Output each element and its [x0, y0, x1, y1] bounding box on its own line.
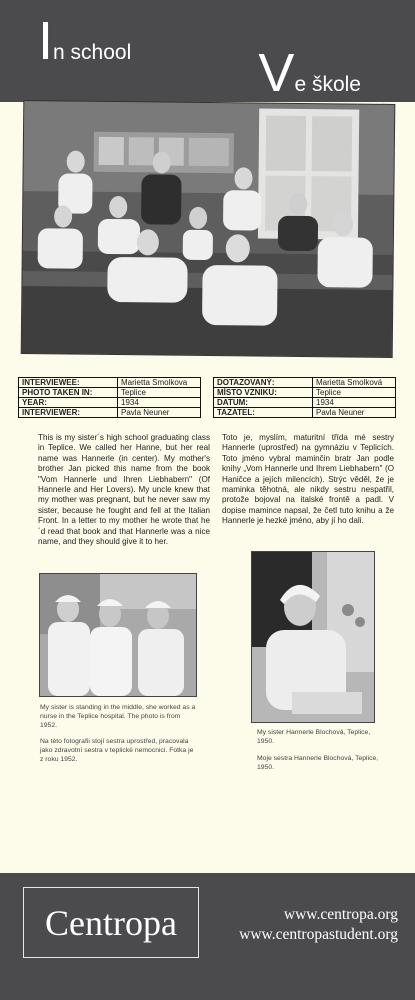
info-table-czech — [213, 377, 396, 418]
class-photo-image — [22, 101, 395, 357]
caption-nurses-czech: Na této fotografii stojí sestra uprostřed, pracovala jako zdravotní sestra v teplické nemocnici. Fotka je z roku 1952. — [40, 738, 194, 763]
info-table-english — [18, 377, 201, 418]
logo-text: Centropa — [45, 903, 177, 943]
caption-nurses-english: My sister is standing in the middle, she worked as a nurse in the Teplice hospital. The photo is from 1952. — [40, 704, 196, 729]
table-row: INTERVIEWEE: Marietta Smolkova — [19, 378, 201, 388]
nurses-photo-image — [40, 574, 196, 696]
table-row: PHOTO TAKEN IN: Teplice — [19, 388, 201, 398]
table-row: YEAR: 1934 — [19, 398, 201, 408]
table-row: DATUM: 1934 — [214, 398, 396, 408]
story-text-czech: Toto je, myslím, maturitní třída mé sestry Hannerle (uprostřed) na gymnáziu v Teplicích. Toto jméno vybral maminčin bratr Jan podle knihy „Vom Hannerle und Ihrem Liebhabern" (O Haničce a jejích milencích). Strýc věděl, že je maminka těhotná, ale nikdy sestru nespatřil, protože bojoval na italské frontě a padl. V dopise mamince napsal, že četl tuto knihu a že Hannerle je hezké jméno, aby jí ho dali. — [222, 433, 394, 526]
title-czech: Ve škole — [258, 43, 361, 103]
class-photo — [22, 101, 395, 357]
table-row: TAZATEL: Pavla Neuner — [214, 408, 396, 418]
nurses-photo — [40, 574, 196, 696]
link-centropastudent[interactable]: www.centropastudent.org — [239, 926, 398, 943]
table-row: MÍSTO VZNIKU: Teplice — [214, 388, 396, 398]
story-text-english: This is my sister´s high school graduating class in Teplice. We called her Hanne, but her real name was Hannerle (in center). My mother's brother Jan picked this name from the book "Vom Hannerle und Ihren Liebhabern" (Of Hannerle and Her Lovers). My uncle knew that my mother was pregnant, but he never saw my sister, because he fought and fell at the Italian Front. In a letter to my mother he wrote that he´d read that book and that Hannerle was a nice name, and they should give it to her. — [38, 433, 210, 547]
table-row: DOTAZOVANÝ: Marietta Smolková — [214, 378, 396, 388]
link-centropa[interactable]: www.centropa.org — [283, 906, 398, 923]
caption-portrait-czech: Moje sestra Hannerle Blochová, Teplice, 1950. — [257, 755, 379, 771]
portrait-photo-image — [252, 552, 374, 722]
caption-portrait-english: My sister Hannerle Blochová, Teplice, 1950. — [257, 729, 371, 745]
table-row: INTERVIEWER: Pavla Neuner — [19, 408, 201, 418]
portrait-photo — [252, 552, 374, 722]
title-english: In school — [38, 11, 132, 71]
centropa-logo — [23, 887, 199, 958]
